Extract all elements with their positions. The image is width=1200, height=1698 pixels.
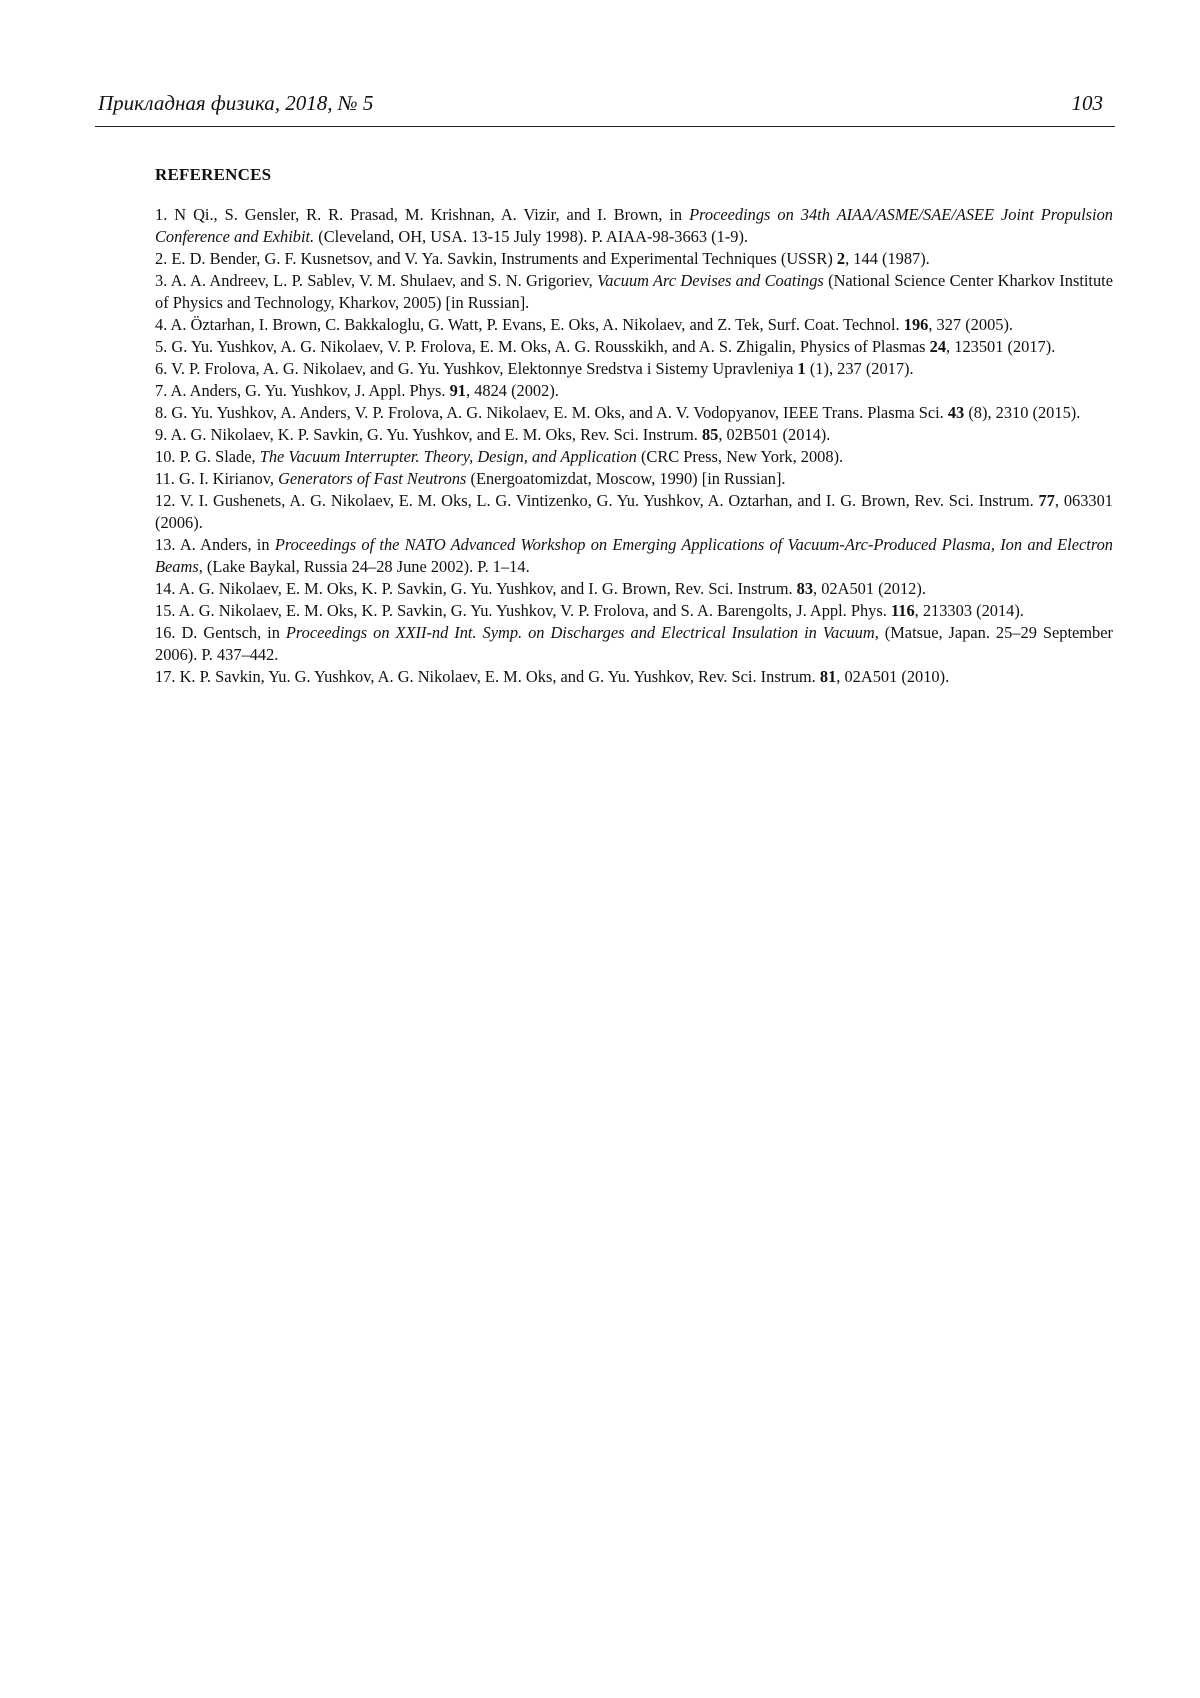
- reference-item: [155, 446, 1113, 468]
- reference-item: [155, 204, 1113, 248]
- reference-text: 2. E. D. Bender, G. F. Kusnetsov, and V. Ya. Savkin, Instruments and Experimental Techniques (USSR): [155, 249, 837, 268]
- reference-text: 6. V. P. Frolova, A. G. Nikolaev, and G. Yu. Yushkov, Elektonnye Sredstva i Sistemy Upravleniya: [155, 359, 798, 378]
- reference-text: 13. A. Anders, in: [155, 535, 275, 554]
- reference-item: [155, 336, 1113, 358]
- reference-text: 7. A. Anders, G. Yu. Yushkov, J. Appl. Phys.: [155, 381, 450, 400]
- reference-volume: 77: [1038, 491, 1055, 510]
- reference-volume: 85: [701, 425, 719, 444]
- reference-text: , 123501 (2017).: [946, 337, 1056, 356]
- page-number: 103: [1071, 91, 1103, 115]
- reference-item: [155, 600, 1113, 622]
- reference-text: , 02A501 (2012).: [813, 579, 926, 598]
- references-section: [155, 164, 1113, 688]
- reference-text: 5. G. Yu. Yushkov, A. G. Nikolaev, V. P. Frolova, E. M. Oks, A. G. Rousskikh, and A. S. Zhigalin, Physics of Plasmas: [155, 337, 930, 356]
- reference-title: Proceedings of the NATO Advanced Workshop on Emerging Applications of Vacuum-Arc-Produced Plasma, Ion and Electron Beams: [155, 535, 1113, 576]
- reference-text: 3. A. A. Andreev, L. P. Sablev, V. M. Shulaev, and S. N. Grigoriev,: [155, 271, 598, 290]
- reference-text: (National Science Center Kharkov Institute of Physics and Technology, Kharkov, 2005) [in Russian].: [155, 271, 1114, 312]
- reference-text: (CRC Press, New York, 2008).: [636, 447, 844, 466]
- reference-volume: 116: [890, 601, 915, 620]
- reference-text: 11. G. I. Kirianov,: [155, 469, 279, 488]
- reference-title: Proceedings on XXII-nd Int. Symp. on Discharges and Electrical Insulation in Vacuum: [285, 623, 875, 642]
- reference-item: [155, 622, 1113, 666]
- reference-item: [155, 402, 1113, 424]
- reference-volume: 196: [903, 315, 929, 334]
- reference-volume: 43: [947, 403, 965, 422]
- reference-text: 10. P. G. Slade,: [155, 447, 260, 466]
- reference-text: (Cleveland, OH, USA. 13-15 July 1998). P. AIAA-98-3663 (1-9).: [314, 227, 749, 246]
- reference-title: Vacuum Arc Devises and Coatings: [597, 271, 824, 290]
- page-header: [95, 90, 1115, 127]
- reference-volume: 83: [796, 579, 814, 598]
- reference-text: , 213303 (2014).: [914, 601, 1024, 620]
- reference-item: [155, 490, 1113, 534]
- reference-text: , 144 (1987).: [845, 249, 930, 268]
- reference-text: , 063301 (2006).: [155, 491, 1113, 532]
- reference-volume: 24: [929, 337, 947, 356]
- reference-text: , (Lake Baykal, Russia 24–28 June 2002). P. 1–14.: [198, 557, 530, 576]
- reference-item: [155, 424, 1113, 446]
- reference-text: 15. A. G. Nikolaev, E. M. Oks, K. P. Savkin, G. Yu. Yushkov, V. P. Frolova, and S. A. Barengolts, J. Appl. Phys.: [155, 601, 891, 620]
- reference-text: (Energoatomizdat, Moscow, 1990) [in Russian].: [466, 469, 786, 488]
- reference-text: , 327 (2005).: [928, 315, 1014, 334]
- reference-item: [155, 578, 1113, 600]
- reference-item: [155, 358, 1113, 380]
- reference-text: 8. G. Yu. Yushkov, A. Anders, V. P. Frolova, A. G. Nikolaev, E. M. Oks, and A. V. Vodopyanov, IEEE Trans. Plasma Sci.: [155, 403, 948, 422]
- reference-text: 4. A. Öztarhan, I. Brown, C. Bakkaloglu, G. Watt, P. Evans, E. Oks, A. Nikolaev, and Z. Tek, Surf. Coat. Technol.: [155, 315, 904, 334]
- reference-text: 16. D. Gentsch, in: [155, 623, 286, 642]
- reference-item: [155, 468, 1113, 490]
- reference-title: Generators of Fast Neutrons: [278, 469, 467, 488]
- reference-volume: 81: [819, 667, 837, 686]
- reference-text: , 02A501 (2010).: [836, 667, 950, 686]
- reference-item: [155, 534, 1113, 578]
- reference-text: , (Matsue, Japan. 25–29 September 2006). P. 437–442.: [155, 623, 1113, 664]
- reference-volume: 2: [836, 249, 846, 268]
- reference-item: [155, 270, 1113, 314]
- reference-volume: 1: [797, 359, 806, 378]
- reference-text: , 4824 (2002).: [466, 381, 559, 400]
- reference-volume: 91: [449, 381, 466, 400]
- reference-item: [155, 666, 1113, 688]
- references-heading: REFERENCES: [155, 165, 272, 184]
- reference-text: (8), 2310 (2015).: [964, 403, 1081, 422]
- reference-text: 17. K. P. Savkin, Yu. G. Yushkov, A. G. Nikolaev, E. M. Oks, and G. Yu. Yushkov, Rev. Sci. Instrum.: [155, 667, 820, 686]
- reference-item: [155, 380, 1113, 402]
- reference-text: 12. V. I. Gushenets, A. G. Nikolaev, E. M. Oks, L. G. Vintizenko, G. Yu. Yushkov, A. Oztarhan, and I. G. Brown, Rev. Sci. Instrum.: [155, 491, 1039, 510]
- journal-title: Прикладная физика, 2018, № 5: [98, 91, 374, 115]
- reference-text: 1. N Qi., S. Gensler, R. R. Prasad, M. Krishnan, A. Vizir, and I. Brown, in: [155, 205, 690, 224]
- reference-text: (1), 237 (2017).: [805, 359, 914, 378]
- reference-text: 14. A. G. Nikolaev, E. M. Oks, K. P. Savkin, G. Yu. Yushkov, and I. G. Brown, Rev. Sci. Instrum.: [155, 579, 797, 598]
- reference-list: [155, 204, 1113, 688]
- reference-item: [155, 248, 1113, 270]
- reference-text: , 02B501 (2014).: [718, 425, 831, 444]
- reference-title: Proceedings on 34th AIAA/ASME/SAE/ASEE Joint Propulsion Conference and Exhibit.: [155, 205, 1114, 246]
- reference-text: 9. A. G. Nikolaev, K. P. Savkin, G. Yu. Yushkov, and E. M. Oks, Rev. Sci. Instrum.: [155, 425, 702, 444]
- reference-item: [155, 314, 1113, 336]
- reference-title: The Vacuum Interrupter. Theory, Design, and Application: [259, 447, 637, 466]
